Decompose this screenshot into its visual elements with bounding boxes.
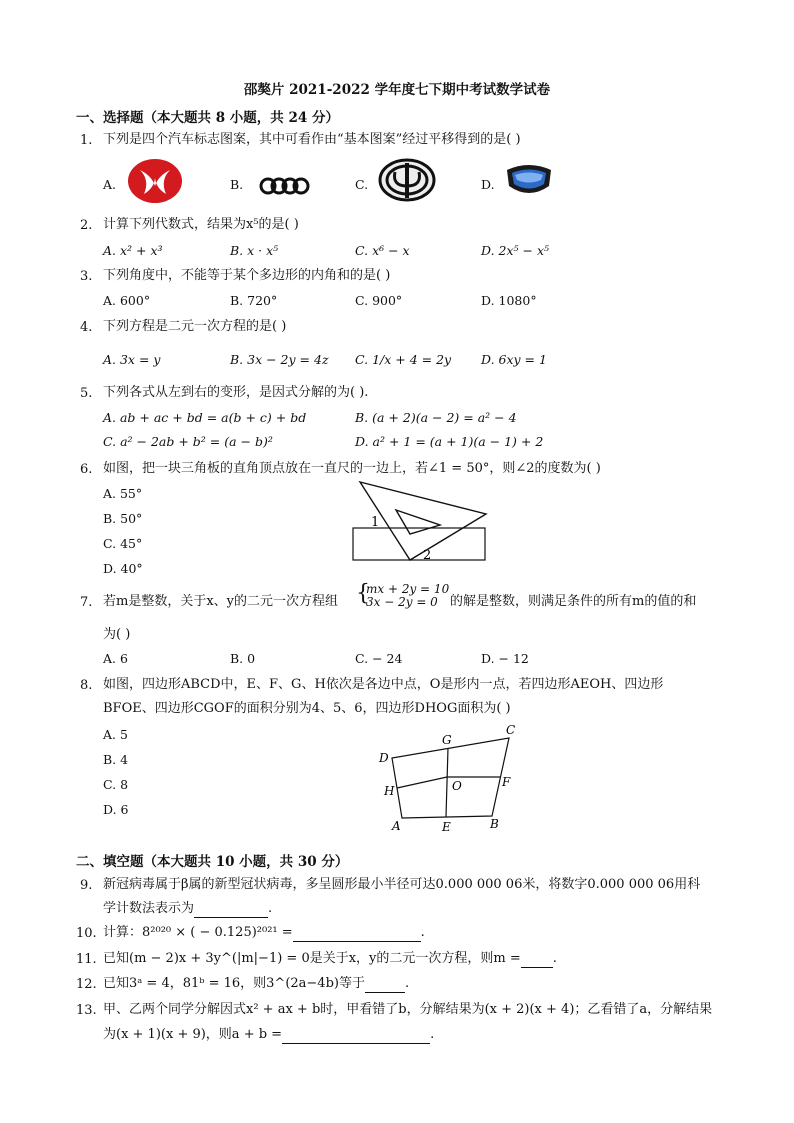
q6-option-c: C. 45° <box>103 536 143 551</box>
q9-text-2-lead: 学计数法表示为 <box>103 901 195 916</box>
q1-number: 1. <box>80 133 93 148</box>
geely-logo-icon <box>503 162 555 198</box>
q4-option-c: C. 1/x + 4 = 2y <box>355 352 452 367</box>
q10-answer-blank[interactable] <box>293 929 421 942</box>
q6-option-b: B. 50° <box>103 511 143 526</box>
q9-number: 9. <box>80 878 93 893</box>
q8-label-o: O <box>452 779 462 793</box>
q6-option-d: D. 40° <box>103 561 143 576</box>
q3-option-a: A. 600° <box>103 293 151 308</box>
q8-text-1: 如图，四边形ABCD中，E、F、G、H依次是各边中点，O是形内一点，若四边形AEOH、四边形 <box>103 677 664 692</box>
q8-label-f: F <box>502 775 511 789</box>
q5-option-d: D. a² + 1 = (a + 1)(a − 1) + 2 <box>355 434 544 449</box>
section-choice-heading: 一、选择题（本大题共 8 小题，共 24 分） <box>76 110 339 126</box>
q7-option-c: C. − 24 <box>355 651 403 666</box>
q8-option-d: D. 6 <box>103 802 129 817</box>
q4-number: 4. <box>80 320 93 335</box>
q5-option-a: A. ab + ac + bd = a(b + c) + bd <box>103 410 307 425</box>
brilliance-logo-icon <box>378 158 436 202</box>
q12-text <box>103 975 409 993</box>
q8-label-h: H <box>384 784 395 798</box>
q11-text-lead: 已知(m − 2)x + 3y^(|m|−1) = 0是关于x，y的二元一次方程，则m = <box>103 951 521 966</box>
q12-answer-blank[interactable] <box>365 980 405 993</box>
q6-number: 6. <box>80 462 93 477</box>
q12-end: . <box>404 976 410 991</box>
q7-option-b: B. 0 <box>230 651 256 666</box>
q8-option-a: A. 5 <box>103 727 128 742</box>
q8-text-2: BFOE、四边形CGOF的面积分别为4、5、6，四边形DHOG面积为( ) <box>103 701 511 716</box>
q8-label-g: G <box>442 733 452 747</box>
q1-option-b: B. <box>230 177 244 192</box>
q12-number: 12. <box>76 977 97 992</box>
q7-text-3: 为( ) <box>103 627 131 642</box>
q13-text-2 <box>103 1026 434 1044</box>
q4-option-d: D. 6xy = 1 <box>481 352 547 367</box>
q11-answer-blank[interactable] <box>521 955 553 968</box>
q13-number: 13. <box>76 1003 97 1018</box>
q6-figure <box>340 480 500 566</box>
q3-option-c: C. 900° <box>355 293 403 308</box>
q8-label-b: B <box>490 817 499 831</box>
q3-option-d: D. 1080° <box>481 293 537 308</box>
q3-text: 下列角度中，不能等于某个多边形的内角和的是( ) <box>103 268 391 283</box>
q8-label-d: D <box>379 751 389 765</box>
q5-text: 下列各式从左到右的变形，是因式分解的为( ). <box>103 385 369 400</box>
q8-label-c: C <box>506 723 516 737</box>
q10-text <box>103 924 425 942</box>
q13-end: . <box>430 1027 435 1042</box>
q3-number: 3. <box>80 269 93 284</box>
q7-text-1: 若m是整数，关于x、y的二元一次方程组 <box>103 594 339 609</box>
q8-label-e: E <box>442 820 451 834</box>
audi-rings-logo-icon <box>258 176 314 196</box>
q8-option-c: C. 8 <box>103 777 129 792</box>
q11-end: . <box>552 951 557 966</box>
q13-text-2-lead: 为(x + 1)(x + 9)，则a + b = <box>103 1027 283 1042</box>
q4-option-a: A. 3x = y <box>103 352 161 367</box>
q2-number: 2. <box>80 218 93 233</box>
q5-number: 5. <box>80 386 93 401</box>
q3-option-b: B. 720° <box>230 293 278 308</box>
q7-option-d: D. − 12 <box>481 651 529 666</box>
q13-answer-blank[interactable] <box>282 1031 430 1044</box>
q10-number: 10. <box>76 926 97 941</box>
q7-equation-1: mx + 2y = 10 <box>366 582 450 596</box>
section-fill-heading: 二、填空题（本大题共 10 小题，共 30 分） <box>76 854 349 870</box>
q13-text-1: 甲、乙两个同学分解因式x² + ax + b时，甲看错了b，分解结果为(x + 2)(x + 4)；乙看错了a，分解结果 <box>103 1002 713 1017</box>
q6-angle-2-label: 2 <box>423 548 432 563</box>
q7-number: 7. <box>80 595 93 610</box>
q6-text: 如图，把一块三角板的直角顶点放在一直尺的一边上，若∠1 = 50°，则∠2的度数为( ) <box>103 461 601 476</box>
q8-option-b: B. 4 <box>103 752 129 767</box>
q1-option-a: A. <box>103 177 117 192</box>
q2-option-c: C. x⁶ − x <box>355 243 410 258</box>
q2-option-d: D. 2x⁵ − x⁵ <box>481 243 550 258</box>
q9-text-2 <box>103 900 272 918</box>
page-title: 邵獒片 2021-2022 学年度七下期中考试数学试卷 <box>243 82 551 98</box>
q4-text: 下列方程是二元一次方程的是( ) <box>103 319 287 334</box>
q7-option-a: A. 6 <box>103 651 128 666</box>
q11-number: 11. <box>76 952 97 967</box>
q7-equation-2: 3x − 2y = 0 <box>366 595 438 609</box>
q9-end: . <box>268 901 273 916</box>
q5-option-c: C. a² − 2ab + b² = (a − b)² <box>103 434 273 449</box>
q2-option-b: B. x · x⁵ <box>230 243 279 258</box>
q6-option-a: A. 55° <box>103 486 143 501</box>
q8-label-a: A <box>392 819 401 833</box>
q8-quadrilateral-figure <box>372 720 532 835</box>
q2-text: 计算下列代数式，结果为x⁵的是( ) <box>103 217 299 232</box>
q11-text <box>103 950 557 968</box>
q8-number: 8. <box>80 678 93 693</box>
q10-text-lead: 计算：8²⁰²⁰ × ( − 0.125)²⁰²¹ = <box>103 925 293 940</box>
q1-option-c: C. <box>355 177 369 192</box>
q12-text-lead: 已知3ᵃ = 4，81ᵇ = 16，则3^(2a−4b)等于 <box>103 976 365 991</box>
q10-end: . <box>420 925 425 940</box>
dongfeng-logo-icon <box>126 158 184 204</box>
q5-option-b: B. (a + 2)(a − 2) = a² − 4 <box>355 410 517 425</box>
q6-angle-1-label: 1 <box>371 515 380 530</box>
q7-text-2: 的解是整数，则满足条件的所有m的值的和 <box>450 594 697 609</box>
q1-option-d: D. <box>481 177 495 192</box>
q9-text-1: 新冠病毒属于β属的新型冠状病毒，多呈圆形最小半径可达0.000 000 06米，将数字0.000 000 06用科 <box>103 877 701 892</box>
q4-option-b: B. 3x − 2y = 4z <box>230 352 329 367</box>
q9-answer-blank[interactable] <box>194 905 268 918</box>
q2-option-a: A. x² + x³ <box>103 243 163 258</box>
q1-text: 下列是四个汽车标志图案，其中可看作由“基本图案”经过平移得到的是( ) <box>103 132 521 147</box>
q7-system-brace: { <box>356 581 370 606</box>
